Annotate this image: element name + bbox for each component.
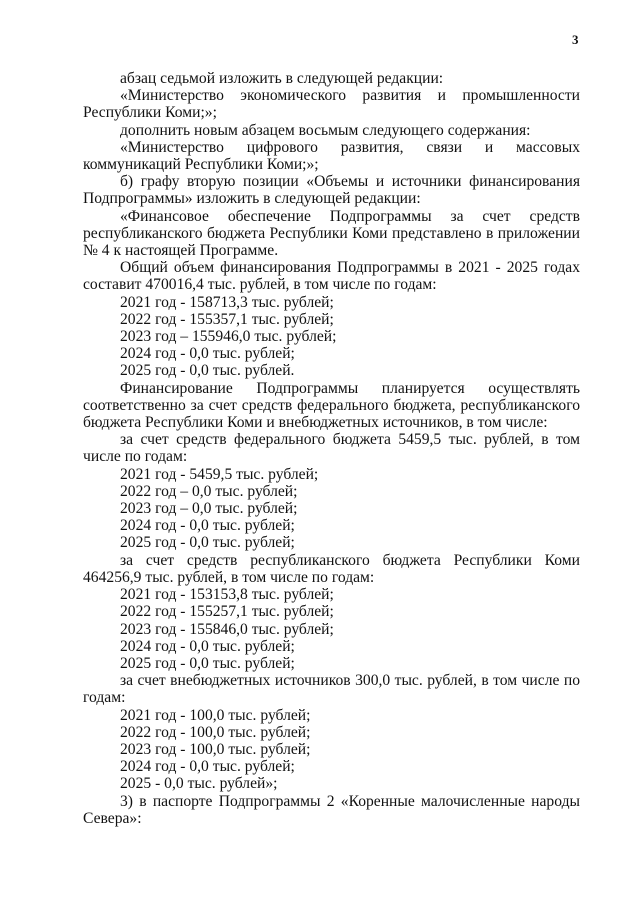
federal-year-line: 2021 год - 5459,5 тыс. рублей; (120, 465, 319, 483)
paragraph-10: за счет средств республиканского бюджета Республики Коми 464256,9 тыс. рублей, в том числе по годам: (83, 551, 580, 586)
paragraph-4: «Министерство цифрового развития, связи и массовых коммуникаций Республики Коми;»; (83, 138, 580, 174)
paragraph-12: 3) в паспорте Подпрограммы 2 «Коренные малочисленные народы Севера»: (83, 792, 580, 827)
paragraph-3: дополнить новым абзацем восьмым следующего содержания: (120, 121, 531, 139)
republic-year-line: 2023 год - 155846,0 тыс. рублей; (120, 620, 334, 638)
federal-year-line: 2025 год - 0,0 тыс. рублей; (120, 534, 295, 552)
paragraph-5: б) графу вторую позиции «Объемы и источники финансирования Подпрограммы» изложить в следующей редакции: (83, 173, 580, 208)
extrabudget-year-line: 2022 год - 100,0 тыс. рублей; (120, 723, 311, 741)
paragraph-2: «Министерство экономического развития и промышленности Республики Коми;»; (83, 87, 580, 122)
paragraph-8: Финансирование Подпрограммы планируется осуществлять соответственно за счет средств федерального бюджета, республиканского бюджета Республики Коми и внебюджетных источников, в том числе: (83, 379, 580, 432)
federal-year-line: 2023 год – 0,0 тыс. рублей; (120, 500, 298, 518)
paragraph-9: за счет средств федерального бюджета 5459,5 тыс. рублей, в том числе по годам: (83, 431, 580, 466)
federal-year-line: 2022 год – 0,0 тыс. рублей; (120, 482, 298, 500)
extrabudget-year-line: 2023 год - 100,0 тыс. рублей; (120, 740, 311, 758)
extrabudget-year-line: 2021 год - 100,0 тыс. рублей; (120, 706, 311, 724)
republic-year-line: 2025 год - 0,0 тыс. рублей; (120, 654, 295, 672)
republic-year-line: 2021 год - 153153,8 тыс. рублей; (120, 586, 334, 604)
total-year-line: 2022 год - 155357,1 тыс. рублей; (120, 310, 334, 328)
paragraph-1: абзац седьмой изложить в следующей редакции: (120, 70, 444, 87)
paragraph-11: за счет внебюджетных источников 300,0 тыс. рублей, в том числе по годам: (83, 672, 580, 707)
paragraph-6: «Финансовое обеспечение Подпрограммы за счет средств республиканского бюджета Республики Коми представлено в приложении № 4 к настоящей Программе. (83, 207, 580, 260)
extrabudget-year-line: 2024 год - 0,0 тыс. рублей; (120, 758, 295, 776)
page-number: 3 (572, 32, 579, 47)
federal-year-line: 2024 год - 0,0 тыс. рублей; (120, 517, 295, 535)
document-body (83, 70, 580, 827)
extrabudget-year-line: 2025 - 0,0 тыс. рублей»; (120, 775, 278, 793)
total-year-line: 2025 год - 0,0 тыс. рублей. (120, 362, 295, 380)
total-year-line: 2021 год - 158713,3 тыс. рублей; (120, 293, 334, 311)
republic-year-line: 2022 год - 155257,1 тыс. рублей; (120, 603, 334, 621)
total-year-line: 2023 год – 155946,0 тыс. рублей; (120, 328, 337, 346)
paragraph-7: Общий объем финансирования Подпрограммы в 2021 - 2025 годах составит 470016,4 тыс. рублей, в том числе по годам: (83, 259, 580, 294)
republic-year-line: 2024 год - 0,0 тыс. рублей; (120, 637, 295, 655)
total-year-line: 2024 год - 0,0 тыс. рублей; (120, 345, 295, 363)
